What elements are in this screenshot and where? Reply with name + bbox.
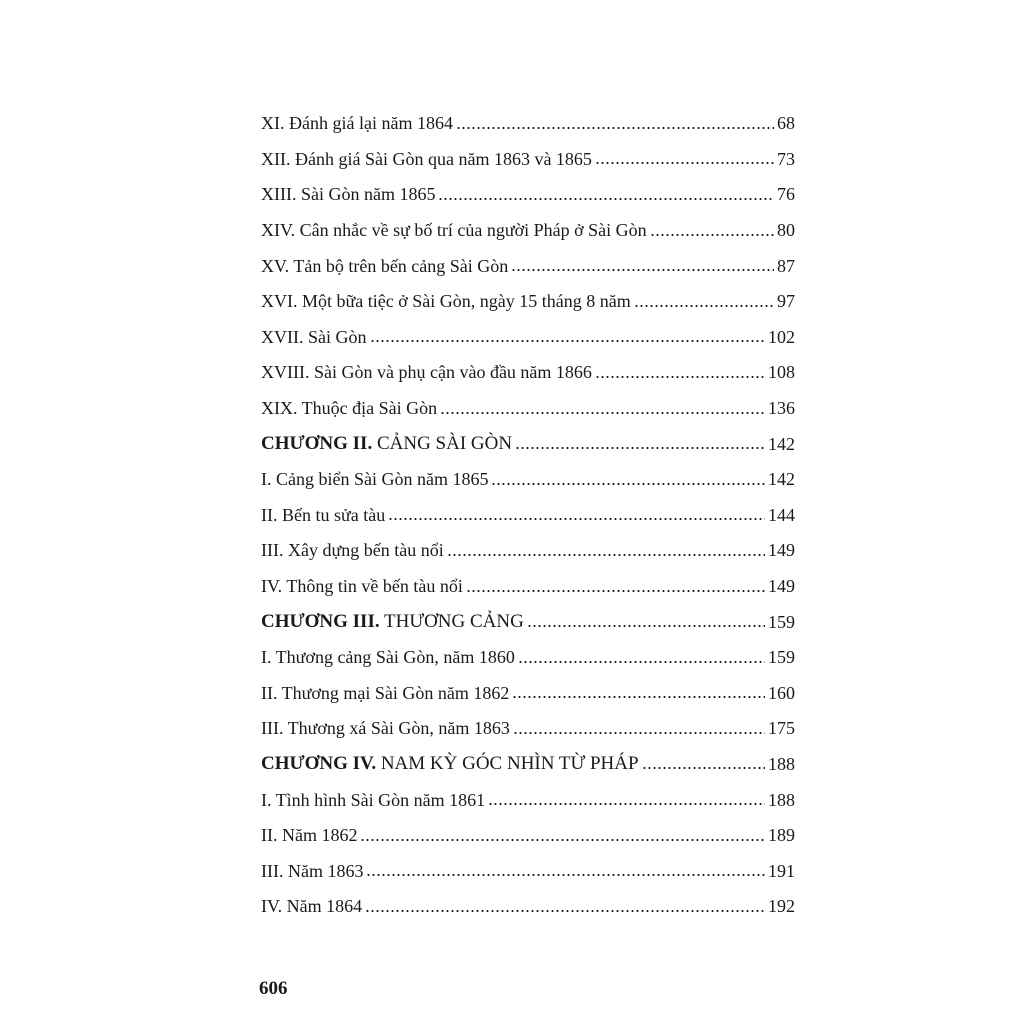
toc-page-number: 73 (777, 148, 795, 169)
toc-entry-title (261, 753, 639, 775)
toc-entry (261, 533, 795, 569)
toc-entry-title: III. Năm 1863 (261, 860, 364, 881)
dot-leader (365, 907, 765, 915)
toc-entry-title: II. Năm 1862 (261, 825, 358, 846)
dot-leader (456, 124, 774, 132)
toc-entry-title (261, 611, 524, 633)
toc-entry-title: II. Bến tu sửa tàu (261, 504, 386, 525)
toc-entry-title: XVIII. Sài Gòn và phụ cận vào đầu năm 1866 (261, 362, 592, 383)
toc-page-number: 87 (777, 255, 795, 276)
toc-chapter-entry (261, 747, 795, 783)
toc-entry-title: XV. Tản bộ trên bến cảng Sài Gòn (261, 255, 509, 276)
toc-entry-title: IV. Năm 1864 (261, 896, 363, 917)
toc-entry (261, 711, 795, 747)
toc-entry-title: XI. Đánh giá lại năm 1864 (261, 113, 453, 134)
chapter-title: NAM KỲ GÓC NHÌN TỪ PHÁP (376, 753, 639, 775)
chapter-number: CHƯƠNG III. (261, 611, 380, 633)
dot-leader (642, 764, 765, 772)
toc-chapter-entry (261, 426, 795, 462)
dot-leader (515, 444, 765, 452)
toc-entry (261, 213, 795, 249)
dot-leader (595, 373, 765, 381)
toc-entry (261, 106, 795, 142)
toc-entry (261, 142, 795, 178)
chapter-number: CHƯƠNG II. (261, 433, 373, 455)
dot-leader (440, 409, 765, 417)
toc-chapter-entry (261, 604, 795, 640)
toc-entry (261, 782, 795, 818)
dot-leader (438, 195, 774, 203)
toc-entry (261, 391, 795, 427)
toc-page-number: 188 (768, 789, 795, 810)
toc-page-number: 192 (768, 896, 795, 917)
chapter-number: CHƯƠNG IV. (261, 753, 377, 775)
toc-entry (261, 462, 795, 498)
toc-entry-title: XIII. Sài Gòn năm 1865 (261, 184, 436, 205)
chapter-title: CẢNG SÀI GÒN (372, 433, 513, 455)
toc-page-number: 188 (768, 753, 795, 774)
toc-page-number: 189 (768, 825, 795, 846)
toc-entry-title: III. Xây dựng bến tàu nổi (261, 540, 444, 561)
toc-entry (261, 640, 795, 676)
toc-entry (261, 889, 795, 925)
toc-page-number: 68 (777, 113, 795, 134)
toc-page-number: 97 (777, 291, 795, 312)
dot-leader (366, 871, 765, 879)
toc-entry (261, 320, 795, 356)
toc-page-number: 102 (768, 326, 795, 347)
dot-leader (447, 551, 765, 559)
toc-page-number: 142 (768, 433, 795, 454)
toc-entry (261, 818, 795, 854)
dot-leader (518, 658, 765, 666)
toc-entry (261, 569, 795, 605)
dot-leader (491, 480, 765, 488)
toc-entry-title: II. Thương mại Sài Gòn năm 1862 (261, 682, 510, 703)
toc-entry (261, 248, 795, 284)
toc-page-number: 160 (768, 682, 795, 703)
toc-page-number: 159 (768, 611, 795, 632)
dot-leader (370, 337, 766, 345)
toc-entry-title: XII. Đánh giá Sài Gòn qua năm 1863 và 1865 (261, 148, 592, 169)
dot-leader (388, 515, 765, 523)
toc-page-number: 80 (777, 220, 795, 241)
chapter-title: THƯƠNG CẢNG (379, 611, 524, 633)
dot-leader (360, 836, 765, 844)
dot-leader (527, 622, 765, 630)
toc-entry-title: XIX. Thuộc địa Sài Gòn (261, 398, 438, 419)
table-of-contents (261, 106, 795, 925)
dot-leader (513, 729, 765, 737)
toc-page-number: 149 (768, 576, 795, 597)
toc-entry (261, 284, 795, 320)
toc-entry-title: I. Thương cảng Sài Gòn, năm 1860 (261, 647, 515, 668)
toc-entry (261, 498, 795, 534)
toc-entry-title: IV. Thông tin về bến tàu nổi (261, 576, 463, 597)
toc-entry (261, 355, 795, 391)
toc-entry (261, 177, 795, 213)
toc-page-number: 142 (768, 469, 795, 490)
toc-page-number: 175 (768, 718, 795, 739)
dot-leader (650, 231, 774, 239)
dot-leader (634, 302, 774, 310)
dot-leader (512, 693, 765, 701)
toc-entry-title (261, 433, 512, 455)
toc-page-number: 149 (768, 540, 795, 561)
dot-leader (595, 159, 774, 167)
toc-entry-title: I. Tình hình Sài Gòn năm 1861 (261, 789, 486, 810)
toc-page-number: 136 (768, 398, 795, 419)
dot-leader (488, 800, 765, 808)
page-number: 606 (259, 978, 288, 999)
toc-entry-title: XVII. Sài Gòn (261, 326, 367, 347)
toc-page-number: 144 (768, 504, 795, 525)
dot-leader (511, 266, 774, 274)
toc-entry-title: I. Cảng biển Sài Gòn năm 1865 (261, 469, 489, 490)
toc-page-number: 108 (768, 362, 795, 383)
toc-entry-title: XVI. Một bữa tiệc ở Sài Gòn, ngày 15 tháng 8 năm (261, 291, 631, 312)
toc-entry (261, 853, 795, 889)
toc-page-number: 76 (777, 184, 795, 205)
toc-page-number: 191 (768, 860, 795, 881)
toc-entry-title: III. Thương xá Sài Gòn, năm 1863 (261, 718, 510, 739)
toc-page-number: 159 (768, 647, 795, 668)
toc-entry-title: XIV. Cân nhắc về sự bố trí của người Pháp ở Sài Gòn (261, 220, 647, 241)
dot-leader (466, 587, 765, 595)
toc-entry (261, 676, 795, 712)
